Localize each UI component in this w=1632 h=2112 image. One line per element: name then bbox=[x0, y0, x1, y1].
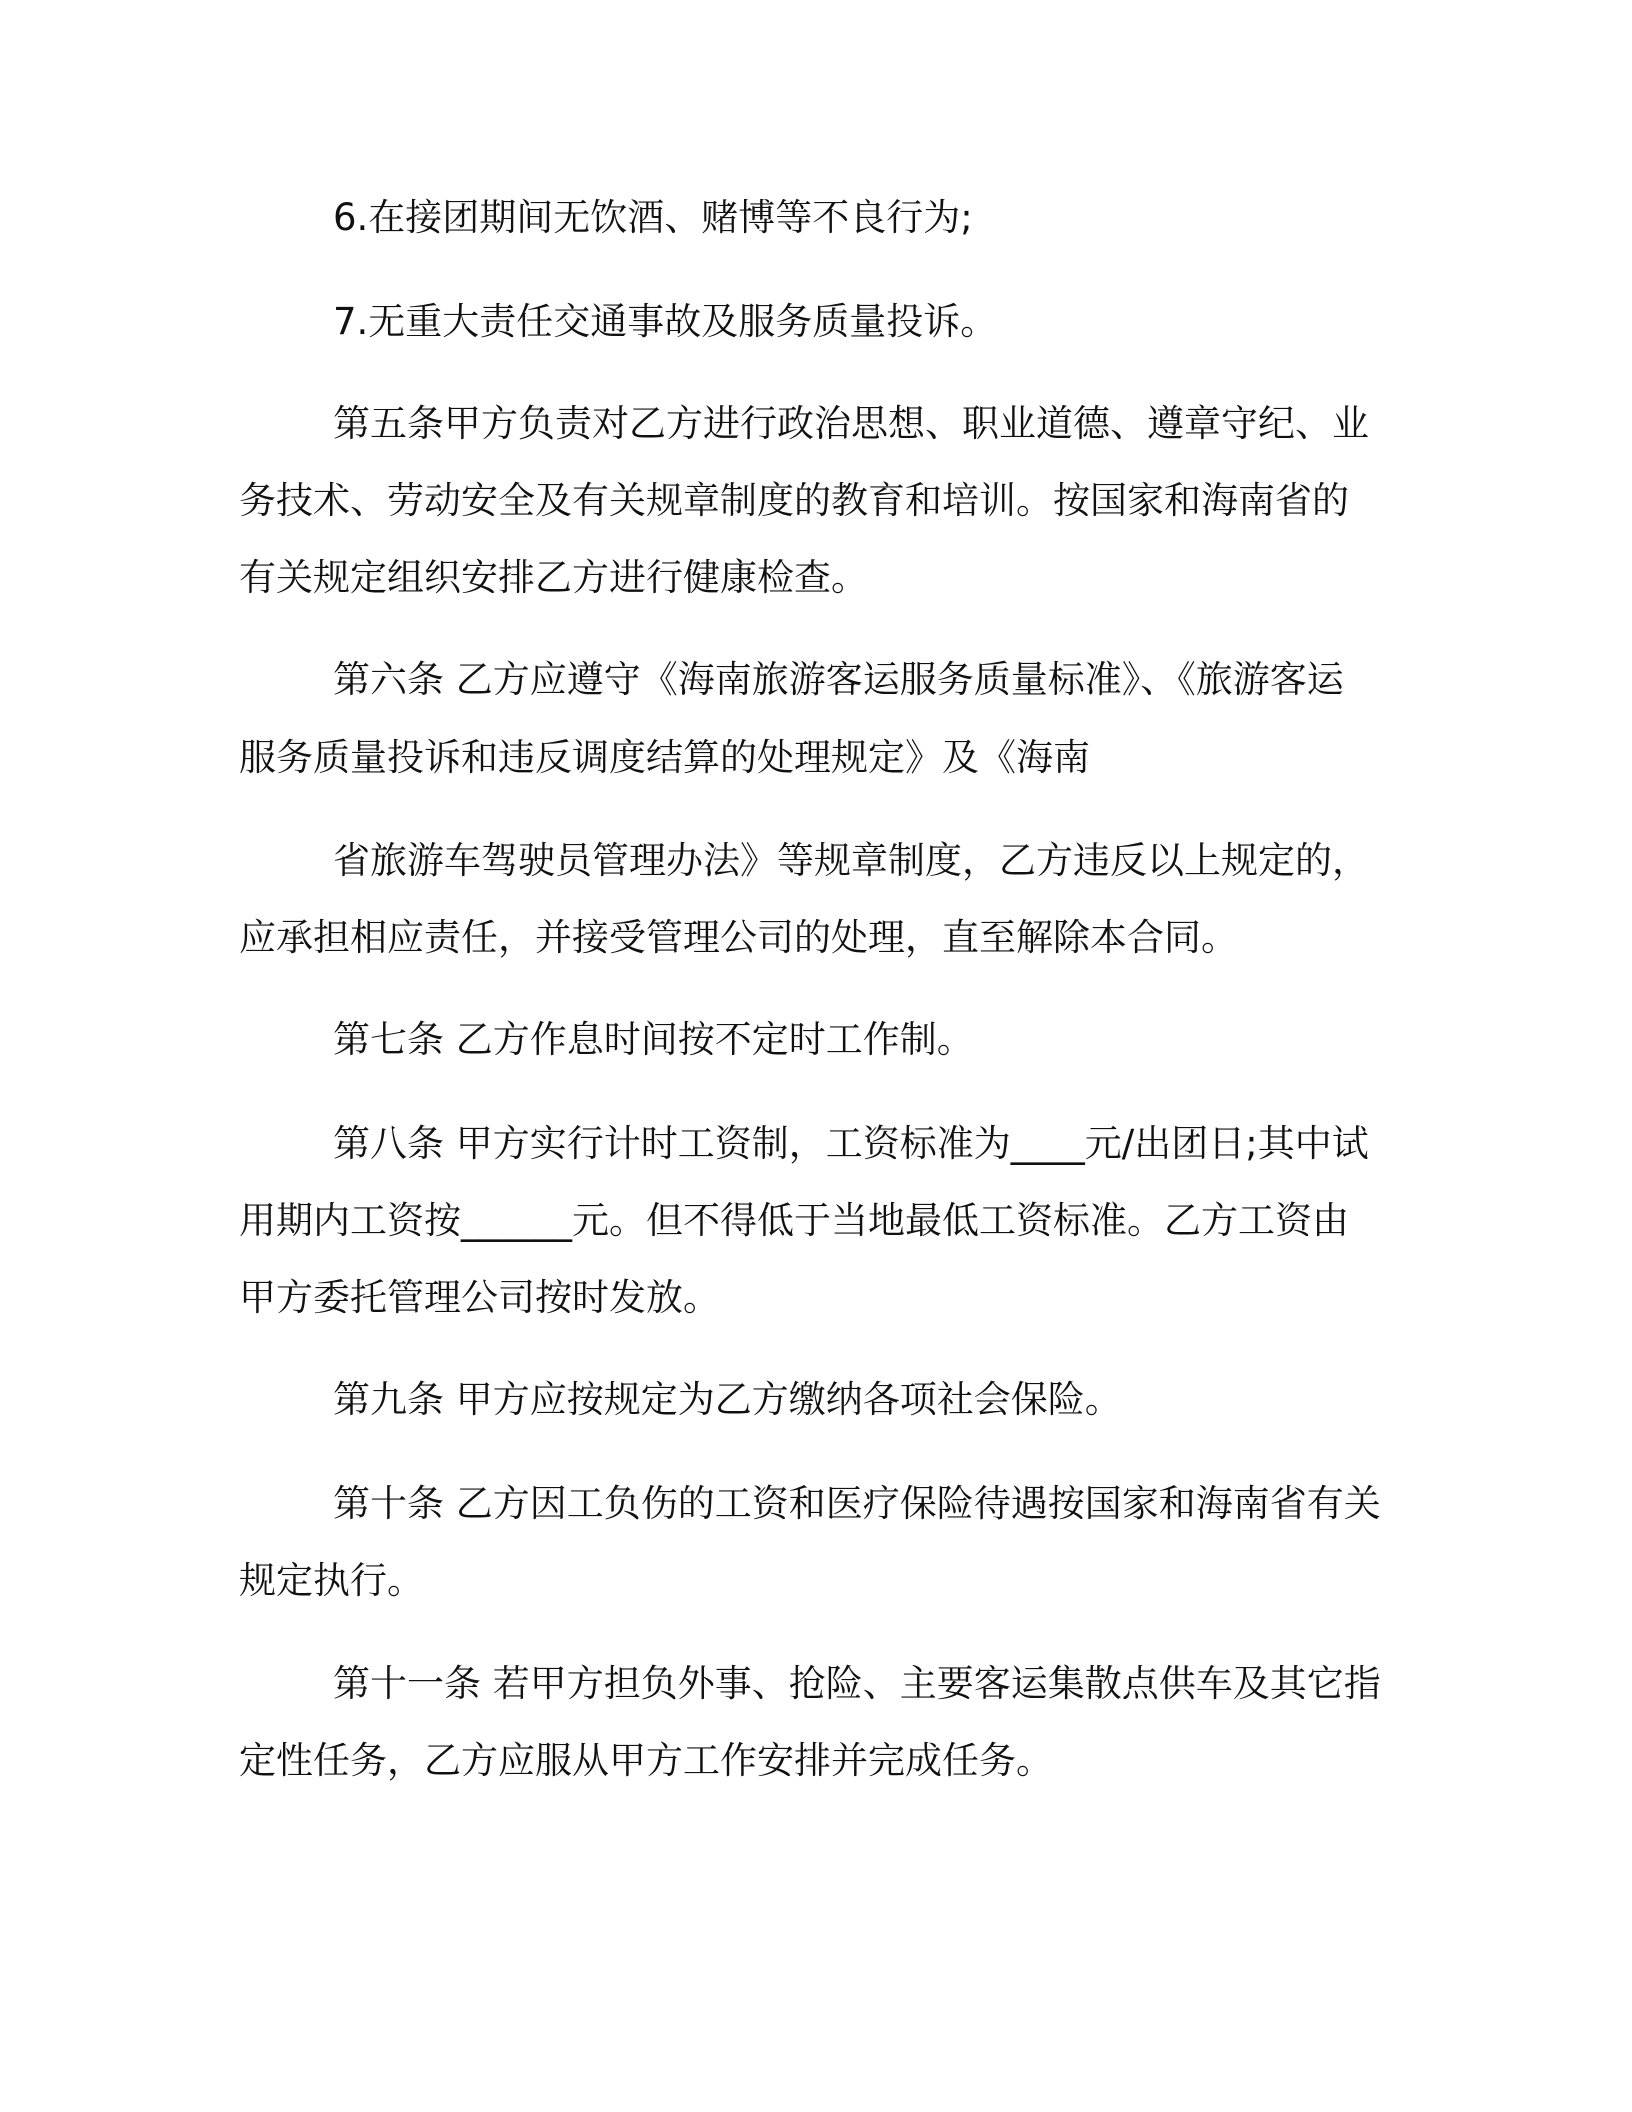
clause-5-line-1: 第五条甲方负责对乙方进行政治思想、职业道德、遵章守纪、业 bbox=[333, 402, 1369, 445]
clause-7-line-1: 第七条 乙方作息时间按不定时工作制。 bbox=[333, 1018, 974, 1061]
clause-6-line-3: 省旅游车驾驶员管理办法》等规章制度，乙方违反以上规定的， bbox=[333, 839, 1369, 882]
clause-11-line-2: 定性任务，乙方应服从甲方工作安排并完成任务。 bbox=[239, 1739, 1053, 1782]
clause-11-line-1: 第十一条 若甲方担负外事、抢险、主要客运集散点供车及其它指 bbox=[333, 1662, 1381, 1705]
clause-6-line-2: 服务质量投诉和违反调度结算的处理规定》及《海南 bbox=[239, 736, 1090, 779]
clause-4-item-6: 6.在接团期间无饮酒、赌博等不良行为; bbox=[333, 196, 973, 239]
clause-6-line-4: 应承担相应责任，并接受管理公司的处理，直至解除本合同。 bbox=[239, 916, 1238, 959]
clause-5-line-3: 有关规定组织安排乙方进行健康检查。 bbox=[239, 556, 868, 599]
clause-5-line-2: 务技术、劳动安全及有关规章制度的教育和培训。按国家和海南省的 bbox=[239, 479, 1349, 522]
clause-4-item-7: 7.无重大责任交通事故及服务质量投诉。 bbox=[333, 300, 998, 343]
clause-10-line-2: 规定执行。 bbox=[239, 1559, 424, 1602]
clause-8-line-2: 用期内工资按______元。但不得低于当地最低工资标准。乙方工资由 bbox=[239, 1199, 1349, 1242]
clause-9-line-1: 第九条 甲方应按规定为乙方缴纳各项社会保险。 bbox=[333, 1378, 1122, 1421]
clause-8-line-1: 第八条 甲方实行计时工资制，工资标准为____元/出团日;其中试 bbox=[333, 1122, 1369, 1165]
clause-6-line-1: 第六条 乙方应遵守《海南旅游客运服务质量标准》、《旅游客运 bbox=[333, 658, 1344, 701]
clause-10-line-1: 第十条 乙方因工负伤的工资和医疗保险待遇按国家和海南省有关 bbox=[333, 1482, 1381, 1525]
clause-8-line-3: 甲方委托管理公司按时发放。 bbox=[239, 1276, 720, 1319]
